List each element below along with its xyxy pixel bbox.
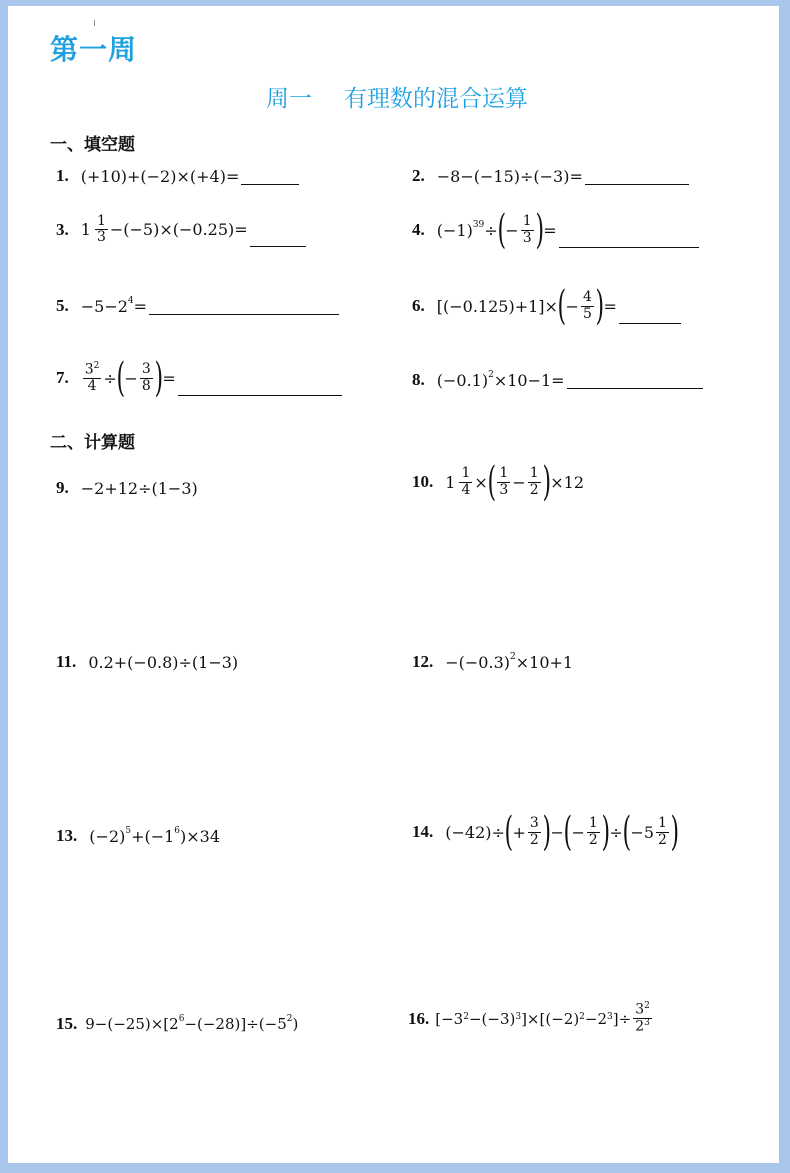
question-13 — [56, 826, 220, 846]
question-number: 6. — [412, 296, 425, 315]
question-16 — [408, 1002, 654, 1035]
section-fill-title: 一、填空题 — [50, 135, 135, 155]
fraction — [633, 1002, 652, 1035]
denominator: 2 — [658, 831, 667, 848]
fraction — [587, 816, 600, 848]
denominator: 2 — [588, 831, 598, 848]
question-text: −2+12÷(1−3) — [80, 478, 198, 498]
question-7 — [56, 355, 342, 401]
negative-sign: − — [565, 296, 579, 316]
numerator — [633, 1002, 652, 1019]
question-number: 7. — [56, 368, 69, 387]
exponent: 5 — [125, 826, 132, 836]
right-paren: ) — [154, 355, 163, 401]
denominator: 8 — [141, 377, 151, 394]
numerator: 1 — [588, 815, 598, 832]
fraction — [656, 816, 669, 848]
day-label: 周一 — [266, 86, 312, 112]
right-paren: ) — [595, 283, 604, 329]
question-1 — [56, 166, 299, 186]
question-12 — [412, 652, 573, 672]
question-9 — [56, 478, 198, 498]
question-text: [(−0.125)+1]× — [436, 296, 558, 316]
operator: ÷ — [609, 822, 623, 842]
question-10 — [412, 459, 584, 505]
answer-blank[interactable] — [559, 231, 699, 248]
right-paren: ) — [535, 207, 544, 253]
answer-blank[interactable] — [149, 298, 339, 315]
negative-sign: − — [124, 368, 138, 388]
numerator: 1 — [658, 815, 667, 832]
denominator: 4 — [461, 481, 471, 498]
answer-blank[interactable] — [567, 372, 703, 389]
exponent: 2 — [286, 1014, 293, 1024]
numerator: 1 — [96, 212, 106, 229]
numerator: 1 — [499, 465, 509, 482]
question-number: 12. — [412, 652, 434, 671]
negative-sign: − — [505, 220, 519, 240]
topic-label: 有理数的混合运算 — [344, 86, 528, 112]
day-title — [266, 80, 528, 113]
week-title: 第一周 — [50, 33, 138, 66]
left-paren: ( — [563, 809, 572, 855]
left-paren: ( — [487, 459, 496, 505]
exponent: 2 — [93, 360, 100, 371]
question-text: −8−(−15)÷(−3)= — [436, 166, 583, 186]
numerator: 3 — [141, 361, 151, 378]
exponent: 39 — [472, 220, 485, 230]
right-paren: ) — [601, 809, 610, 855]
right-paren: ) — [542, 809, 551, 855]
question-text: −2 — [584, 1009, 608, 1028]
left-paren: ( — [504, 809, 514, 855]
question-number: 9. — [56, 478, 69, 497]
question-text: −5 — [630, 822, 655, 842]
question-text: ×10+1 — [515, 652, 574, 672]
exponent: 2 — [579, 1012, 585, 1022]
operator: ÷ — [484, 220, 498, 240]
question-text: 0.2+(−0.8)÷(1−3) — [88, 652, 239, 672]
fraction — [581, 290, 594, 322]
exponent: 6 — [178, 1014, 185, 1024]
numerator: 1 — [522, 213, 532, 230]
fraction — [83, 362, 102, 394]
question-number: 13. — [56, 826, 78, 845]
equals: = — [133, 296, 148, 316]
question-number: 15. — [56, 1014, 78, 1033]
question-text: −5−2 — [80, 296, 128, 316]
question-text: (−42)÷ — [445, 822, 505, 842]
question-text: −(−28)]÷(−5 — [184, 1015, 287, 1033]
exponent: 2 — [510, 652, 516, 662]
right-paren: ) — [670, 809, 680, 855]
mixed-integer: 1 — [80, 220, 91, 239]
question-number: 3. — [56, 219, 69, 239]
question-text: −(−0.3) — [445, 652, 510, 672]
base: 2 — [635, 1018, 645, 1035]
fraction — [528, 466, 541, 498]
worksheet-page — [8, 6, 779, 1163]
section-calc-title: 二、计算题 — [50, 433, 135, 453]
fraction — [528, 816, 541, 848]
answer-blank[interactable] — [178, 379, 342, 396]
operator: − — [550, 822, 564, 842]
question-8 — [412, 370, 703, 390]
question-number: 10. — [412, 472, 434, 491]
question-text: [−3 — [435, 1009, 464, 1028]
exponent: 3 — [607, 1012, 613, 1022]
exponent: 2 — [644, 1001, 650, 1011]
question-text: (−1) — [436, 220, 473, 240]
question-number: 11. — [56, 652, 77, 671]
equals: = — [603, 296, 617, 316]
answer-blank[interactable] — [619, 307, 681, 324]
question-text: ×10−1= — [493, 370, 565, 390]
question-text: (−0.1) — [436, 370, 489, 390]
numerator: 4 — [582, 289, 592, 306]
operator: ÷ — [103, 368, 117, 388]
fraction — [459, 466, 472, 498]
question-text: (+10)+(−2)×(+4)= — [80, 166, 240, 186]
question-text: −(−3) — [468, 1009, 516, 1028]
numerator: 1 — [461, 465, 471, 482]
denominator: 3 — [499, 481, 509, 498]
question-number: 5. — [56, 296, 69, 315]
question-text: )×34 — [180, 826, 221, 846]
question-4 — [412, 207, 699, 253]
exponent: 2 — [488, 370, 494, 380]
question-14 — [412, 809, 680, 855]
question-6 — [412, 283, 681, 329]
exponent: 3 — [644, 1018, 650, 1029]
question-text: −(−5)×(−0.25)= — [109, 220, 248, 239]
equals: = — [162, 368, 176, 388]
numerator: 1 — [529, 465, 539, 482]
base: 3 — [635, 1001, 645, 1018]
question-number: 8. — [412, 370, 425, 389]
fraction — [140, 362, 153, 394]
mixed-integer: 1 — [445, 472, 456, 492]
question-number: 14. — [412, 822, 434, 841]
exponent: 6 — [174, 826, 181, 836]
question-text: ]÷ — [612, 1009, 632, 1028]
operator: × — [474, 472, 488, 492]
question-text: +(−1 — [131, 826, 175, 846]
fraction — [521, 214, 534, 246]
question-11 — [56, 652, 238, 672]
fraction — [95, 214, 108, 246]
question-text: ]×[(−2) — [521, 1009, 580, 1028]
base: 3 — [84, 361, 94, 378]
denominator: 5 — [582, 305, 592, 322]
answer-blank[interactable] — [585, 168, 689, 185]
answer-blank[interactable] — [250, 230, 306, 247]
equals: = — [543, 220, 557, 240]
margin-tick — [94, 20, 95, 26]
numerator — [83, 362, 102, 379]
fraction — [497, 466, 510, 498]
question-15 — [56, 1014, 298, 1034]
answer-blank[interactable] — [241, 168, 299, 185]
operator: − — [512, 472, 526, 492]
question-2 — [412, 166, 689, 186]
exponent: 4 — [127, 296, 134, 306]
question-text: ) — [292, 1015, 299, 1033]
question-text: (−2) — [89, 826, 126, 846]
denominator: 4 — [87, 377, 97, 394]
question-5 — [56, 296, 339, 316]
exponent: 3 — [515, 1012, 522, 1022]
question-number: 4. — [412, 220, 425, 239]
question-number: 2. — [412, 166, 425, 185]
negative-sign: − — [571, 822, 585, 842]
question-3 — [56, 212, 306, 247]
question-number: 1. — [56, 166, 69, 185]
left-paren: ( — [557, 283, 567, 329]
left-paren: ( — [622, 809, 631, 855]
exponent: 2 — [463, 1012, 469, 1022]
question-text: 9−(−25)×[2 — [85, 1015, 179, 1033]
denominator: 3 — [96, 229, 106, 245]
denominator: 2 — [529, 481, 539, 498]
numerator: 3 — [529, 815, 539, 832]
denominator: 2 — [529, 831, 539, 848]
plus-sign: + — [512, 822, 526, 842]
denominator: 3 — [522, 229, 532, 246]
question-number: 16. — [408, 1008, 430, 1028]
question-text: ×12 — [550, 472, 584, 492]
left-paren: ( — [116, 355, 125, 401]
denominator — [633, 1019, 652, 1035]
left-paren: ( — [497, 207, 506, 253]
right-paren: ) — [542, 459, 551, 505]
